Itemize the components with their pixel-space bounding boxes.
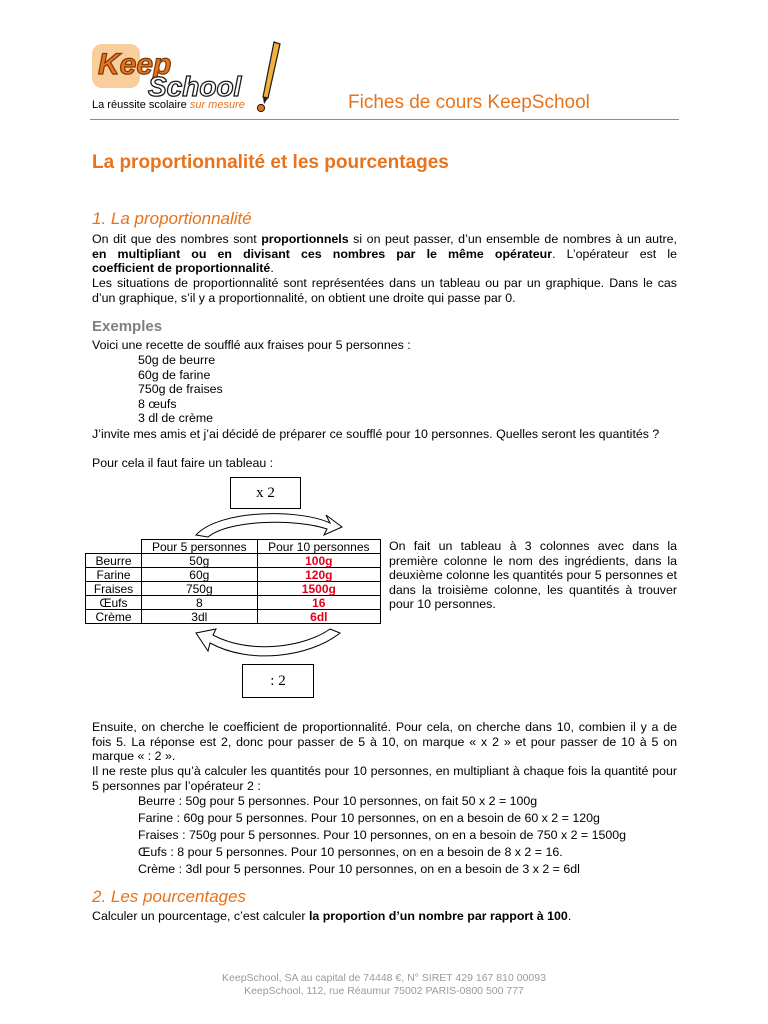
header-title: Fiches de cours KeepSchool <box>348 92 590 113</box>
table-cell: 750g <box>142 582 258 596</box>
table-cell: Crème <box>86 610 142 624</box>
calculation-list <box>138 793 626 878</box>
coefficient-paragraph: Ensuite, on cherche le coefficient de proportionnalité. Pour cela, on cherche dans 10, combien il y a de fois 5. La réponse est 2, donc pour passer de 5 à 10, on marque « x 2 » et pour passer de 10 à 5 on marque « : 2 ». <box>92 720 677 764</box>
ingredient-item: 60g de farine <box>138 367 211 382</box>
calculation-item: Fraises : 750g pour 5 personnes. Pour 10 personnes, on en a besoin de 750 x 2 = 1500g <box>138 828 627 842</box>
table-cell: Beurre <box>86 554 142 568</box>
section1-paragraph2: Les situations de proportionnalité sont représentées dans un tableau ou par un graphique. Dans le cas d’un graphique, s’il y a proportionnalité, on obtient une droite qui passe par 0. <box>92 276 677 305</box>
calculation-item: Farine : 60g pour 5 personnes. Pour 10 personnes, on en a besoin de 60 x 2 = 120g <box>138 811 600 825</box>
table-cell: 120g <box>257 568 380 582</box>
table-row <box>86 554 381 568</box>
footer-line1: KeepSchool, SA au capital de 74448 €, N° SIRET 429 167 810 00093 <box>222 972 546 984</box>
recipe-intro: Voici une recette de soufflé aux fraises pour 5 personnes : <box>92 338 411 352</box>
proportion-table <box>85 539 381 624</box>
table-cell: 50g <box>142 554 258 568</box>
bottom-arrow-icon <box>196 629 340 656</box>
ingredient-item: 8 œufs <box>138 396 177 411</box>
table-cell: 100g <box>257 554 380 568</box>
table-row <box>86 582 381 596</box>
question-text: J’invite mes amis et j’ai décidé de préparer ce soufflé pour 10 personnes. Quelles seront les quantités ? <box>92 427 660 441</box>
table-cell: 1500g <box>257 582 380 596</box>
calculation-item: Beurre : 50g pour 5 personnes. Pour 10 personnes, on fait 50 x 2 = 100g <box>138 794 538 808</box>
logo-word-keep: Keep <box>98 48 172 81</box>
table-cell: Fraises <box>86 582 142 596</box>
table-header-cell <box>86 540 142 554</box>
table-header-cell: Pour 10 personnes <box>257 540 380 554</box>
table-cell: 6dl <box>257 610 380 624</box>
calculation-item: Œufs : 8 pour 5 personnes. Pour 10 personnes, on en a besoin de 8 x 2 = 16. <box>138 845 563 859</box>
calculation-item: Crème : 3dl pour 5 personnes. Pour 10 personnes, on en a besoin de 3 x 2 = 6dl <box>138 862 580 876</box>
table-row <box>86 568 381 582</box>
logo-tagline: La réussite scolaire sur mesure <box>92 99 245 111</box>
table-cell: 3dl <box>142 610 258 624</box>
table-cell: Farine <box>86 568 142 582</box>
section2-text: Calculer un pourcentage, c’est calculer la proportion d’un nombre par rapport à 100. <box>92 909 572 923</box>
divider-box: : 2 <box>242 664 314 698</box>
ingredient-item: 750g de fraises <box>138 382 223 397</box>
calculation-intro: Il ne reste plus qu’à calculer les quantités pour 10 personnes, en multipliant à chaque fois la quantité pour 5 personnes par l’opérateur 2 : <box>92 764 677 793</box>
ingredient-item: 3 dl de crème <box>138 411 214 426</box>
ingredient-list <box>138 353 223 426</box>
table-explanation: On fait un tableau à 3 colonnes avec dans la première colonne le nom des ingrédients, dans la deuxième colonne les quantités pour 5 personnes et dans la troisième colonne, les quantités à trouver pour 10 personnes. <box>389 539 677 612</box>
table-header-cell: Pour 5 personnes <box>142 540 258 554</box>
section2-heading: 2. Les pourcentages <box>92 887 247 906</box>
pencil-icon <box>257 42 280 112</box>
examples-heading: Exemples <box>92 318 163 335</box>
table-intro: Pour cela il faut faire un tableau : <box>92 456 274 470</box>
table-row <box>86 596 381 610</box>
footer-line2: KeepSchool, 112, rue Réaumur 75002 PARIS-0800 500 777 <box>244 985 524 997</box>
logo-word-school: School <box>148 71 242 102</box>
page-title: La proportionnalité et les pourcentages <box>92 152 449 173</box>
table-cell: Œufs <box>86 596 142 610</box>
header-divider <box>90 119 679 120</box>
table-row <box>86 610 381 624</box>
ingredient-item: 50g de beurre <box>138 353 216 367</box>
table-cell: 60g <box>142 568 258 582</box>
table-cell: 8 <box>142 596 258 610</box>
table-header-row <box>86 540 381 554</box>
section1-heading: 1. La proportionnalité <box>92 209 252 228</box>
multiplier-box: x 2 <box>230 477 301 509</box>
section1-paragraph1: On dit que des nombres sont proportionnels si on peut passer, d’un ensemble de nombres à un autre, en multipliant ou en divisant ces nombres par le même opérateur. L’opérateur est le coefficient de proportionnalité. <box>92 232 677 276</box>
table-cell: 16 <box>257 596 380 610</box>
top-arrow-icon <box>196 514 342 537</box>
